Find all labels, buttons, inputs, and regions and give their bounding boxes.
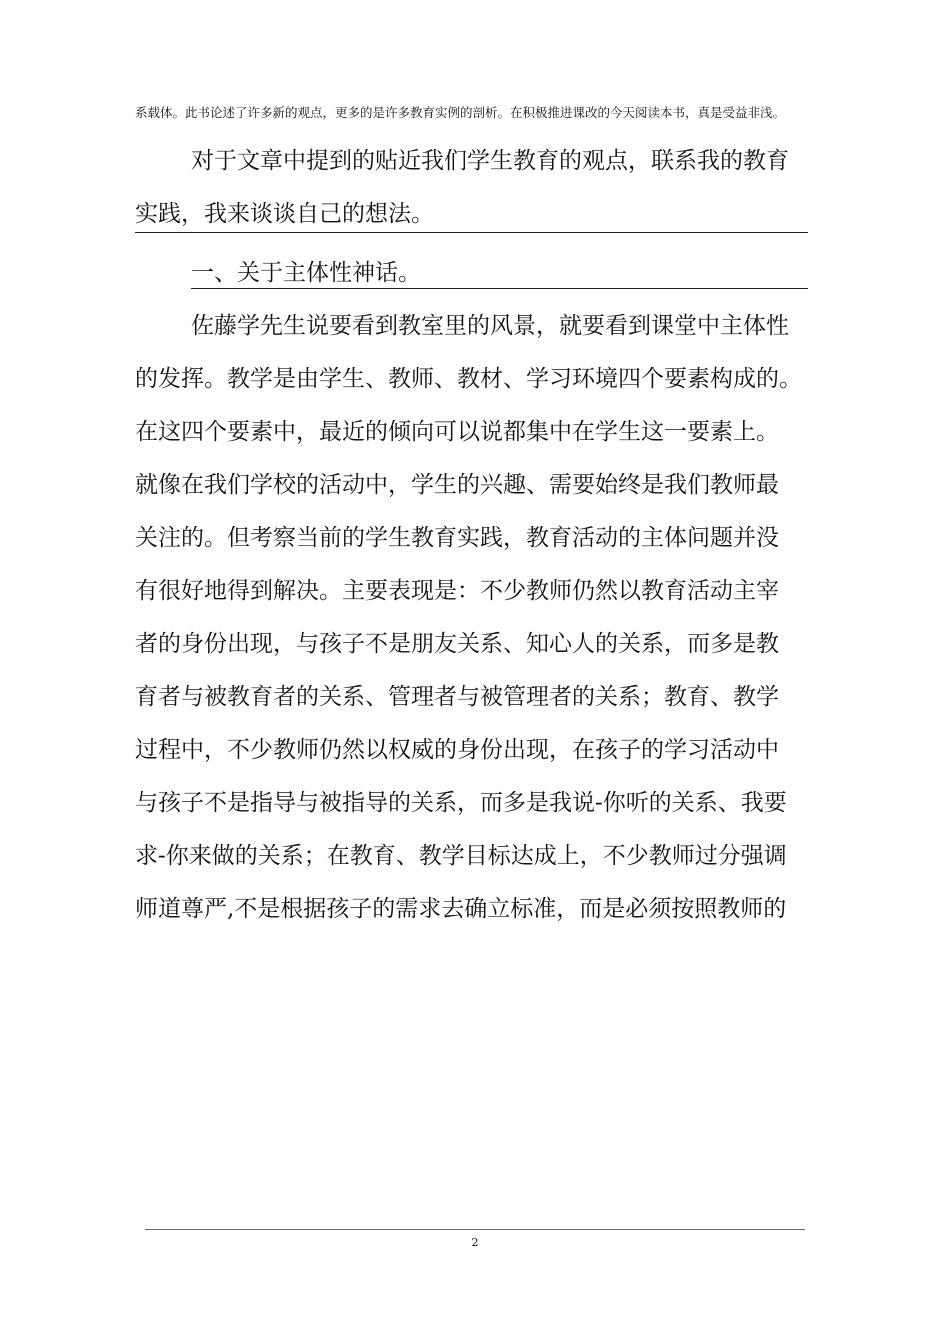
paragraph-line: 过程中，不少教师仍然以权威的身份出现，在孩子的学习活动中 <box>135 737 779 763</box>
section-heading <box>135 247 815 300</box>
paragraph-line: 与孩子不是指导与被指导的关系，而多是我说-你听的关系、我要 <box>135 790 787 816</box>
underline-rule <box>191 288 808 289</box>
paragraph-line: 对于文章中提到的贴近我们学生教育的观点，联系我的教育 <box>191 148 789 174</box>
continued-text-line: 系载体。此书论述了许多新的观点，更多的是许多教育实例的剖析。在积极推进课改的今天阅读本书，真是受益非浅。 <box>135 105 786 120</box>
body-paragraph <box>135 300 815 936</box>
paragraph-line: 有很好地得到解决。主要表现是：不少教师仍然以教育活动主宰 <box>135 578 779 604</box>
paragraph-line: 佐藤学先生说要看到教室里的风景，就要看到课堂中主体性 <box>191 313 789 339</box>
heading-text: 一、关于主体性神话。 <box>191 260 421 286</box>
paragraph-line: 在这四个要素中，最近的倾向可以说都集中在学生这一要素上。 <box>135 419 779 445</box>
paragraph-line: 就像在我们学校的活动中，学生的兴趣、需要始终是我们教师最 <box>135 472 779 498</box>
paragraph-line: 师道尊严,不是根据孩子的需求去确立标准，而是必须按照教师的 <box>135 896 787 922</box>
paragraph-line: 实践，我来谈谈自己的想法。 <box>135 201 434 227</box>
page-number: 2 <box>471 1236 479 1249</box>
paragraph-line: 者的身份出现，与孩子不是朋友关系、知心人的关系，而多是教 <box>135 631 779 657</box>
paragraph-line: 求-你来做的关系；在教育、教学目标达成上，不少教师过分强调 <box>135 843 787 869</box>
paragraph-line: 的发挥。教学是由学生、教师、教材、学习环境四个要素构成的。 <box>135 366 802 392</box>
paragraph-line: 育者与被教育者的关系、管理者与被管理者的关系；教育、教学 <box>135 684 779 710</box>
paragraph-line: 关注的。但考察当前的学生教育实践，教育活动的主体问题并没 <box>135 525 779 551</box>
intro-paragraph <box>135 135 815 241</box>
underline-rule <box>135 232 808 233</box>
footer-rule <box>145 1229 805 1230</box>
